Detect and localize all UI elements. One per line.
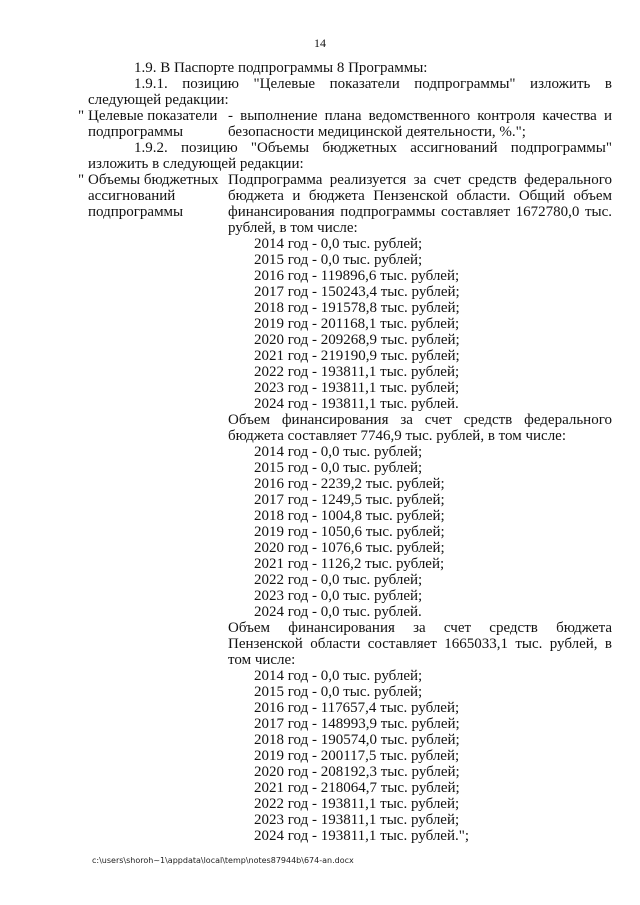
regional-year-line: 2016 год - 117657,4 тыс. рублей; bbox=[254, 700, 460, 716]
total-year-line: 2016 год - 119896,6 тыс. рублей; bbox=[254, 268, 460, 284]
total-years-list bbox=[228, 236, 612, 412]
regional-year-line: 2019 год - 200117,5 тыс. рублей; bbox=[254, 748, 460, 764]
regional-year-line: 2018 год - 190574,0 тыс. рублей; bbox=[254, 732, 460, 748]
regional-years-list bbox=[228, 668, 612, 844]
total-year-line: 2020 год - 209268,9 тыс. рублей; bbox=[254, 332, 460, 348]
federal-year-line: 2017 год - 1249,5 тыс. рублей; bbox=[254, 492, 445, 508]
target-indicators-label: Целевые показатели подпрограммы bbox=[88, 108, 218, 140]
regional-year-line: 2020 год - 208192,3 тыс. рублей; bbox=[254, 764, 460, 780]
paragraph-1-9: 1.9. В Паспорте подпрограммы 8 Программы: bbox=[134, 60, 428, 76]
opening-quote: " bbox=[78, 172, 85, 188]
federal-year-line: 2021 год - 1126,2 тыс. рублей; bbox=[254, 556, 445, 572]
total-year-line: 2018 год - 191578,8 тыс. рублей; bbox=[254, 300, 460, 316]
regional-year-line: 2014 год - 0,0 тыс. рублей; bbox=[254, 668, 423, 684]
federal-year-line: 2014 год - 0,0 тыс. рублей; bbox=[254, 444, 423, 460]
total-year-line: 2015 год - 0,0 тыс. рублей; bbox=[254, 252, 423, 268]
federal-year-line: 2018 год - 1004,8 тыс. рублей; bbox=[254, 508, 445, 524]
budget-intro: Подпрограмма реализуется за счет средств федерального бюджета и бюджета Пензенской области. Общий объем финансирования подпрограммы составляет 1672780,0 тыс. рублей, в том числе: bbox=[228, 172, 612, 236]
total-year-line: 2019 год - 201168,1 тыс. рублей; bbox=[254, 316, 460, 332]
target-indicators-value: - выполнение плана ведомственного контроля качества и безопасности медицинской деятельности, %."; bbox=[228, 108, 612, 140]
regional-year-line: 2023 год - 193811,1 тыс. рублей; bbox=[254, 812, 460, 828]
document-body bbox=[78, 60, 612, 844]
federal-year-line: 2023 год - 0,0 тыс. рублей; bbox=[254, 588, 423, 604]
footer-file-path: c:\users\shoroh~1\appdata\local\temp\notes87944b\674-an.docx bbox=[92, 856, 354, 865]
federal-year-line: 2022 год - 0,0 тыс. рублей; bbox=[254, 572, 423, 588]
page-number: 14 bbox=[314, 36, 326, 50]
total-year-line: 2022 год - 193811,1 тыс. рублей; bbox=[254, 364, 460, 380]
total-year-line: 2017 год - 150243,4 тыс. рублей; bbox=[254, 284, 460, 300]
budget-allocations-row bbox=[78, 172, 612, 844]
regional-year-line: 2021 год - 218064,7 тыс. рублей; bbox=[254, 780, 460, 796]
regional-intro: Объем финансирования за счет средств бюджета Пензенской области составляет 1665033,1 тыс. рублей, в том числе: bbox=[228, 620, 612, 668]
total-year-line: 2014 год - 0,0 тыс. рублей; bbox=[254, 236, 423, 252]
budget-allocations-value bbox=[228, 172, 612, 844]
regional-year-line: 2017 год - 148993,9 тыс. рублей; bbox=[254, 716, 460, 732]
federal-intro: Объем финансирования за счет средств федерального бюджета составляет 7746,9 тыс. рублей, в том числе: bbox=[228, 412, 612, 444]
federal-year-line: 2016 год - 2239,2 тыс. рублей; bbox=[254, 476, 445, 492]
federal-year-line: 2019 год - 1050,6 тыс. рублей; bbox=[254, 524, 445, 540]
regional-year-line: 2024 год - 193811,1 тыс. рублей."; bbox=[254, 828, 470, 844]
total-year-line: 2021 год - 219190,9 тыс. рублей; bbox=[254, 348, 460, 364]
total-year-line: 2024 год - 193811,1 тыс. рублей. bbox=[254, 396, 459, 412]
budget-allocations-label: Объемы бюджетных ассигнований подпрограммы bbox=[88, 172, 219, 220]
federal-year-line: 2024 год - 0,0 тыс. рублей. bbox=[254, 604, 422, 620]
regional-year-line: 2015 год - 0,0 тыс. рублей; bbox=[254, 684, 423, 700]
federal-year-line: 2020 год - 1076,6 тыс. рублей; bbox=[254, 540, 445, 556]
federal-years-list bbox=[228, 444, 612, 620]
opening-quote: " bbox=[78, 108, 85, 124]
target-indicators-row bbox=[78, 108, 612, 140]
paragraph-1-9-2: 1.9.2. позицию "Объемы бюджетных ассигнований подпрограммы" изложить в следующей редакции: bbox=[88, 140, 612, 172]
regional-year-line: 2022 год - 193811,1 тыс. рублей; bbox=[254, 796, 460, 812]
paragraph-1-9-1: 1.9.1. позицию "Целевые показатели подпрограммы" изложить в следующей редакции: bbox=[88, 76, 612, 108]
total-year-line: 2023 год - 193811,1 тыс. рублей; bbox=[254, 380, 460, 396]
federal-year-line: 2015 год - 0,0 тыс. рублей; bbox=[254, 460, 423, 476]
